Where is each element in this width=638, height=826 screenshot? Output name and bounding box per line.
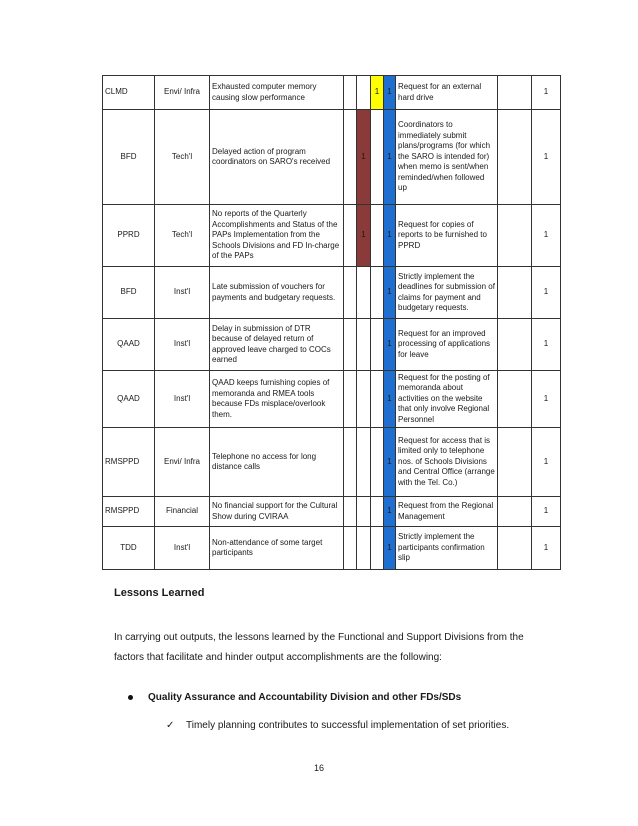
yellow-rating-cell (371, 497, 384, 527)
lessons-intro-paragraph: In carrying out outputs, the lessons learned by the Functional and Support Divisions from the factors that facilitate and hinder output accomplishments are the following: (114, 632, 524, 663)
blank-cell (344, 319, 357, 371)
office-cell: QAAD (103, 371, 155, 428)
blank-cell (498, 76, 532, 110)
yellow-rating-cell (371, 319, 384, 371)
blank-cell (344, 497, 357, 527)
issue-description-cell: Non-attendance of some target participants (210, 527, 344, 570)
issue-type-cell: Envi/ Infra (155, 428, 210, 497)
action-cell: Request from the Regional Management (396, 497, 498, 527)
count-cell: 1 (532, 428, 561, 497)
blank-cell (344, 267, 357, 319)
issue-description-cell: QAAD keeps furnishing copies of memoranda and RMEA tools because FDs misplace/overlook them. (210, 371, 344, 428)
blank-cell (344, 110, 357, 205)
table-row (103, 371, 561, 428)
yellow-rating-cell: 1 (371, 76, 384, 110)
yellow-rating-cell (371, 110, 384, 205)
action-cell: Strictly implement the participants confirmation slip (396, 527, 498, 570)
issue-type-cell: Tech'l (155, 205, 210, 267)
blank-cell (498, 371, 532, 428)
red-rating-cell (357, 497, 371, 527)
action-cell: Request for access that is limited only to telephone nos. of Schools Divisions and Central Office (arrange with the Tel. Co.) (396, 428, 498, 497)
yellow-rating-cell (371, 527, 384, 570)
table-row (103, 110, 561, 205)
office-cell: BFD (103, 110, 155, 205)
action-cell: Strictly implement the deadlines for submission of claims for payment and budgetary requests. (396, 267, 498, 319)
issue-description-cell: Delay in submission of DTR because of delayed return of approved leave charged to COCs earned (210, 319, 344, 371)
red-rating-cell (357, 267, 371, 319)
office-cell: CLMD (103, 76, 155, 110)
table-row (103, 205, 561, 267)
issue-description-cell: Late submission of vouchers for payments and budgetary requests. (210, 267, 344, 319)
blue-rating-cell: 1 (384, 319, 396, 371)
count-cell: 1 (532, 497, 561, 527)
issue-description-cell: No reports of the Quarterly Accomplishments and Status of the PAPs Implementation from the Schools Divisions and FD In-charge of the PAPs (210, 205, 344, 267)
issue-description-cell: No financial support for the Cultural Show during CVIRAA (210, 497, 344, 527)
table-row (103, 497, 561, 527)
blank-cell (498, 205, 532, 267)
action-cell: Request for an external hard drive (396, 76, 498, 110)
blue-rating-cell: 1 (384, 267, 396, 319)
table-row (103, 319, 561, 371)
table-row (103, 267, 561, 319)
office-cell: RMSPPD (103, 497, 155, 527)
issue-type-cell: Financial (155, 497, 210, 527)
blank-cell (498, 110, 532, 205)
red-rating-cell (357, 319, 371, 371)
count-cell: 1 (532, 267, 561, 319)
count-cell: 1 (532, 319, 561, 371)
issue-description-cell: Exhausted computer memory causing slow performance (210, 76, 344, 110)
action-cell: Request for the posting of memoranda about activities on the website that only involve Regional Personnel (396, 371, 498, 428)
blank-cell (344, 371, 357, 428)
blue-rating-cell: 1 (384, 497, 396, 527)
blue-rating-cell: 1 (384, 205, 396, 267)
blank-cell (498, 319, 532, 371)
table-row (103, 428, 561, 497)
issue-description-cell: Delayed action of program coordinators on SARO's received (210, 110, 344, 205)
count-cell: 1 (532, 110, 561, 205)
yellow-rating-cell (371, 205, 384, 267)
action-cell: Request for copies of reports to be furnished to PPRD (396, 205, 498, 267)
blank-cell (344, 205, 357, 267)
office-cell: TDD (103, 527, 155, 570)
issue-type-cell: Envi/ Infra (155, 76, 210, 110)
office-cell: RMSPPD (103, 428, 155, 497)
office-cell: PPRD (103, 205, 155, 267)
issue-type-cell: Inst'l (155, 371, 210, 428)
issue-type-cell: Inst'l (155, 319, 210, 371)
table-row (103, 527, 561, 570)
bullet-icon (128, 695, 133, 700)
yellow-rating-cell (371, 371, 384, 428)
blank-cell (344, 428, 357, 497)
blank-cell (498, 527, 532, 570)
blank-cell (498, 497, 532, 527)
blank-cell (498, 428, 532, 497)
office-cell: BFD (103, 267, 155, 319)
action-cell: Coordinators to immediately submit plans/programs (for which the SARO is intended for) when memo is sent/when reminded/when followed up (396, 110, 498, 205)
issues-table (102, 75, 561, 570)
checklist-item (166, 720, 509, 731)
blue-rating-cell: 1 (384, 76, 396, 110)
issue-type-cell: Inst'l (155, 527, 210, 570)
count-cell: 1 (532, 76, 561, 110)
bullet-item (128, 692, 461, 703)
count-cell: 1 (532, 371, 561, 428)
red-rating-cell: 1 (357, 205, 371, 267)
table-row (103, 76, 561, 110)
checklist-text: Timely planning contributes to successful implementation of set priorities. (186, 720, 510, 731)
issue-type-cell: Inst'l (155, 267, 210, 319)
red-rating-cell (357, 371, 371, 428)
issue-description-cell: Telephone no access for long distance calls (210, 428, 344, 497)
red-rating-cell (357, 527, 371, 570)
blank-cell (344, 76, 357, 110)
blank-cell (498, 267, 532, 319)
blue-rating-cell: 1 (384, 371, 396, 428)
count-cell: 1 (532, 527, 561, 570)
page-number: 16 (313, 763, 324, 773)
lessons-learned-heading: Lessons Learned (114, 587, 205, 599)
blue-rating-cell: 1 (384, 110, 396, 205)
red-rating-cell: 1 (357, 110, 371, 205)
blue-rating-cell: 1 (384, 527, 396, 570)
issue-type-cell: Tech'l (155, 110, 210, 205)
check-icon: ✓ (166, 720, 175, 731)
blank-cell (344, 527, 357, 570)
office-cell: QAAD (103, 319, 155, 371)
count-cell: 1 (532, 205, 561, 267)
red-rating-cell (357, 76, 371, 110)
yellow-rating-cell (371, 267, 384, 319)
bullet-text: Quality Assurance and Accountability Division and other FDs/SDs (148, 692, 462, 703)
yellow-rating-cell (371, 428, 384, 497)
red-rating-cell (357, 428, 371, 497)
blue-rating-cell: 1 (384, 428, 396, 497)
action-cell: Request for an improved processing of applications for leave (396, 319, 498, 371)
